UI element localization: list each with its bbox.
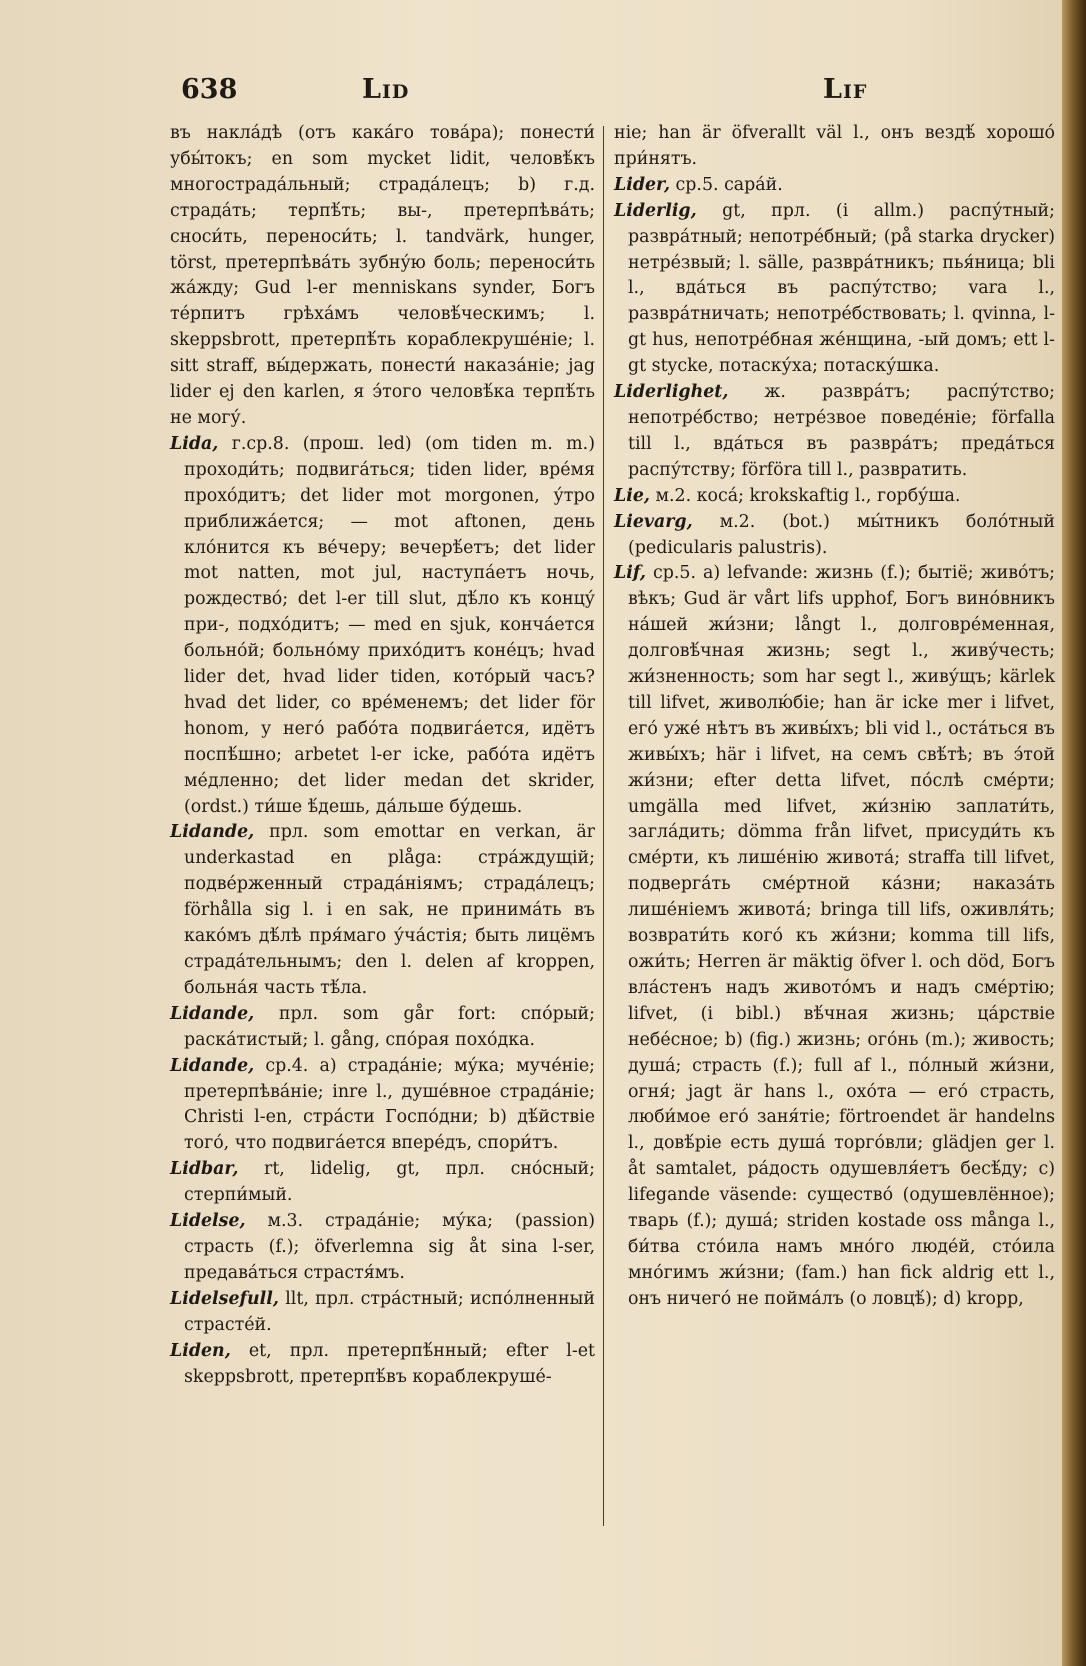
entry-text: ср.5. a) lefvande: жизнь (f.); бытіё; живо́тъ; вѣкъ; Gud är vårt lifs upphof, Богъ вино́вникъ на́шей жи́зни; långt l., долговре́менная, долговѣ́чная жизнь; segt l., живу́честь; жи́зненность; som har segt l., живу́щъ; kärlek till lifvet, живолю́біе; han är icke mer i lifvet, его́ уже́ нѣтъ въ живы́хъ; bli vid l., оста́ться въ живы́хъ; här i lifvet, на семъ свѣ́тѣ; въ э́той жи́зни; efter detta lifvet, по́слѣ сме́рти; umgälla med lifvet, жи́знію заплати́ть, загла́дить; dömma från lifvet, присуди́ть къ сме́рти, къ лише́нію живота́; straffa till lifvet, подверга́ть сме́ртной ка́зни; наказа́ть лише́ніемъ живота́; bringa till lifs, оживля́ть; возврати́ть кого́ къ жи́зни; komma till lifs, ожи́ть; Herren är mäktig öfver l. och död, Богъ вла́стенъ надъ живото́мъ и надъ сме́ртію; lifvet, (i bibl.) вѣ́чная жизнь; ца́рствіе небе́сное; b) (fig.) жизнь; ого́нь (m.); живость; душа́; страсть (f.); full af l., по́лный жи́зни, огня́; jagt är hans l., охо́та — его́ страсть, люби́мое его́ заня́тіе; förtroendet är handelns l., довѣ́ріе есть душа́ торго́вли; glädjen ger l. åt samtalet, ра́дость одушевля́етъ бесѣ́ду; c) lifegande väsende: существо́ (одушевлённое); тварь (f.); душа́; striden kostade oss många l., би́тва сто́ила намъ мно́го людéй, сто́ила мно́гимъ жи́зни; (fam.) han fick aldrig ett l., онъ ничего́ не пойма́лъ (о ловцѣ́); d) kropp, — [628, 563, 1055, 1309]
entry-text: gt, прл. (i allm.) распу́тный; развра́тный; непотре́бный; (på starka drycker) нетре́звый; l. sälle, развра́тникъ; пья́ница; bli l., вда́ться въ распу́тство; vara l., развра́тничать; непотре́бствовать; l. qvinna, l-gt hus, непотре́бная же́нщина, -ый домъ; ett l-gt stycke, потаску́ха; потаску́шка. — [628, 200, 1055, 377]
dictionary-entry — [170, 1002, 595, 1054]
dictionary-entry — [614, 121, 1055, 173]
entry-headword: Lif, — [614, 563, 646, 584]
entry-headword: Lievarg, — [614, 511, 693, 532]
entry-headword: Lidande, — [170, 1055, 255, 1076]
entry-text: llt, прл. стра́стный; испо́лненный страсте́й. — [184, 1288, 595, 1335]
entry-text: прл. som går fort: спо́рый; раска́тистый; l. gång, спо́рая похо́дка. — [184, 1003, 595, 1050]
dictionary-entry — [170, 121, 595, 432]
entry-text: м.2. коса́; krokskaftig l., горбу́ша. — [655, 485, 961, 506]
entry-text: rt, lidelig, gt, прл. сно́сный; стерпи́мый. — [184, 1159, 595, 1206]
dictionary-entry — [170, 1287, 595, 1339]
entry-text: м.3. страда́ніе; му́ка; (passion) страсть (f.); öfverlemna sig åt sina l-ser, предава́ться страстя́мъ. — [184, 1211, 596, 1283]
page-number: 638 — [181, 74, 238, 105]
dictionary-entry — [170, 1339, 595, 1391]
entry-text: г.ср.8. (прош. led) (om tiden m. m.) проходи́ть; подвига́ться; tiden lider, вре́мя прохо́дитъ; det lider mot morgonen, у́тро приближа́ется; — mot aftonen, день кло́нится къ ве́черу; вечерѣ́етъ; det lider mot natten, mot jul, наступа́етъ ночь, рождество́; det l-er till slut, дѣ́ло къ концу́ при-, подхо́дитъ; — med en sjuk, конча́ется больно́й; больно́му прихо́дитъ коне́цъ; hvad lider det, hvad lider tiden, кото́рый часъ? hvad det lider, со вре́менемъ; det lider för honom, у него́ рабо́та подвига́ется, идётъ поспѣ́шно; arbetet l-er icke, рабо́та идётъ ме́дленно; det lider medan det skrider, (ordst.) ти́ше ѣ́дешь, да́льше бу́дешь. — [184, 433, 595, 817]
dictionary-entry — [614, 484, 1055, 510]
entry-text: ср.4. a) страда́ніе; му́ка; муче́ніе; претерпѣва́ніе; inre l., душе́вное страда́ніе; Christi l-en, стра́сти Госпо́дни; b) дѣ́йствіе того́, что подвига́ется впере́дъ, спори́тъ. — [184, 1055, 595, 1154]
dictionary-entry — [170, 1054, 595, 1158]
entry-text: ср.5. сара́й. — [675, 174, 783, 195]
entry-text: м.2. (bot.) мы́тникъ боло́тный (pedicularis palustris). — [628, 511, 1055, 558]
dictionary-entry — [614, 510, 1055, 562]
entry-headword: Lidbar, — [170, 1159, 239, 1180]
dictionary-entry — [170, 1209, 595, 1287]
dictionary-entry — [614, 199, 1055, 380]
dictionary-entry — [614, 561, 1055, 1312]
dictionary-entry — [614, 173, 1055, 199]
left-column — [170, 121, 595, 1390]
right-running-head: Lif — [823, 74, 868, 105]
entry-headword: Lidelse, — [170, 1211, 246, 1232]
entry-headword: Liden, — [170, 1340, 231, 1361]
entry-headword: Lidelsefull, — [170, 1288, 279, 1309]
entry-headword: Liderlig, — [614, 200, 697, 221]
entry-text: прл. som emottar en verkan, är underkastad en plåga: стра́ждущій; подве́рженный страда́ніямъ; страда́лецъ; förhålla sig l. i en sak, не принима́ть въ како́мъ дѣ́лѣ пря́маго у́ча́стія; быть лицёмъ страда́тельнымъ; den l. delen af kroppen, больна́я часть тѣ́ла. — [184, 822, 595, 998]
dictionary-entry — [170, 1157, 595, 1209]
entry-headword: Lida, — [170, 433, 219, 454]
entry-text: въ накла́дѣ (отъ кака́го това́ра); понести́ убы́токъ; en som mycket lidit, человѣ́къ многострада́льный; страда́лецъ; b) г.д. страда́ть; терпѣ́ть; вы-, претерпѣва́ть; сноси́ть, переноси́ть; l. tandvärk, hunger, törst, претерпѣва́ть зубну́ю боль; переноси́ть жа́жду; Gud l-er menniskans synder, Богъ те́рпитъ грѣха́мъ человѣ́ческимъ; l. skeppsbrott, претерпѣ́ть кораблекруше́ніе; l. sitt straff, вы́держать, понести́ наказа́ніе; jag lider ej den karlen, я э́того человѣ́ка терпѣ́ть не могу́. — [170, 123, 595, 428]
book-edge-shadow — [1062, 0, 1086, 1666]
entry-headword: Liderlighet, — [614, 382, 729, 403]
entry-headword: Lider, — [614, 174, 671, 195]
entry-headword: Lidande, — [170, 822, 255, 843]
dictionary-entry — [614, 380, 1055, 484]
right-column — [614, 121, 1055, 1313]
left-running-head: Lid — [362, 74, 410, 105]
dictionary-entry — [170, 820, 595, 1001]
entry-text: et, прл. претерпѣ́нный; efter l-et skeppsbrott, претерпѣ́въ кораблекруше́- — [184, 1340, 595, 1387]
column-divider — [603, 126, 604, 1526]
entry-headword: Lie, — [614, 485, 650, 506]
entry-headword: Lidande, — [170, 1003, 255, 1024]
dictionary-entry — [170, 432, 595, 821]
entry-text: ж. развра́тъ; распу́тство; непотре́бство; нетре́звое поведе́ніе; förfalla till l., вда́ться въ развра́тъ; преда́ться распу́тству; förföra till l., развратить. — [628, 382, 1055, 480]
entry-text: ніе; han är öfverallt väl l., онъ вездѣ́ хорошо́ при́нятъ. — [614, 123, 1055, 169]
